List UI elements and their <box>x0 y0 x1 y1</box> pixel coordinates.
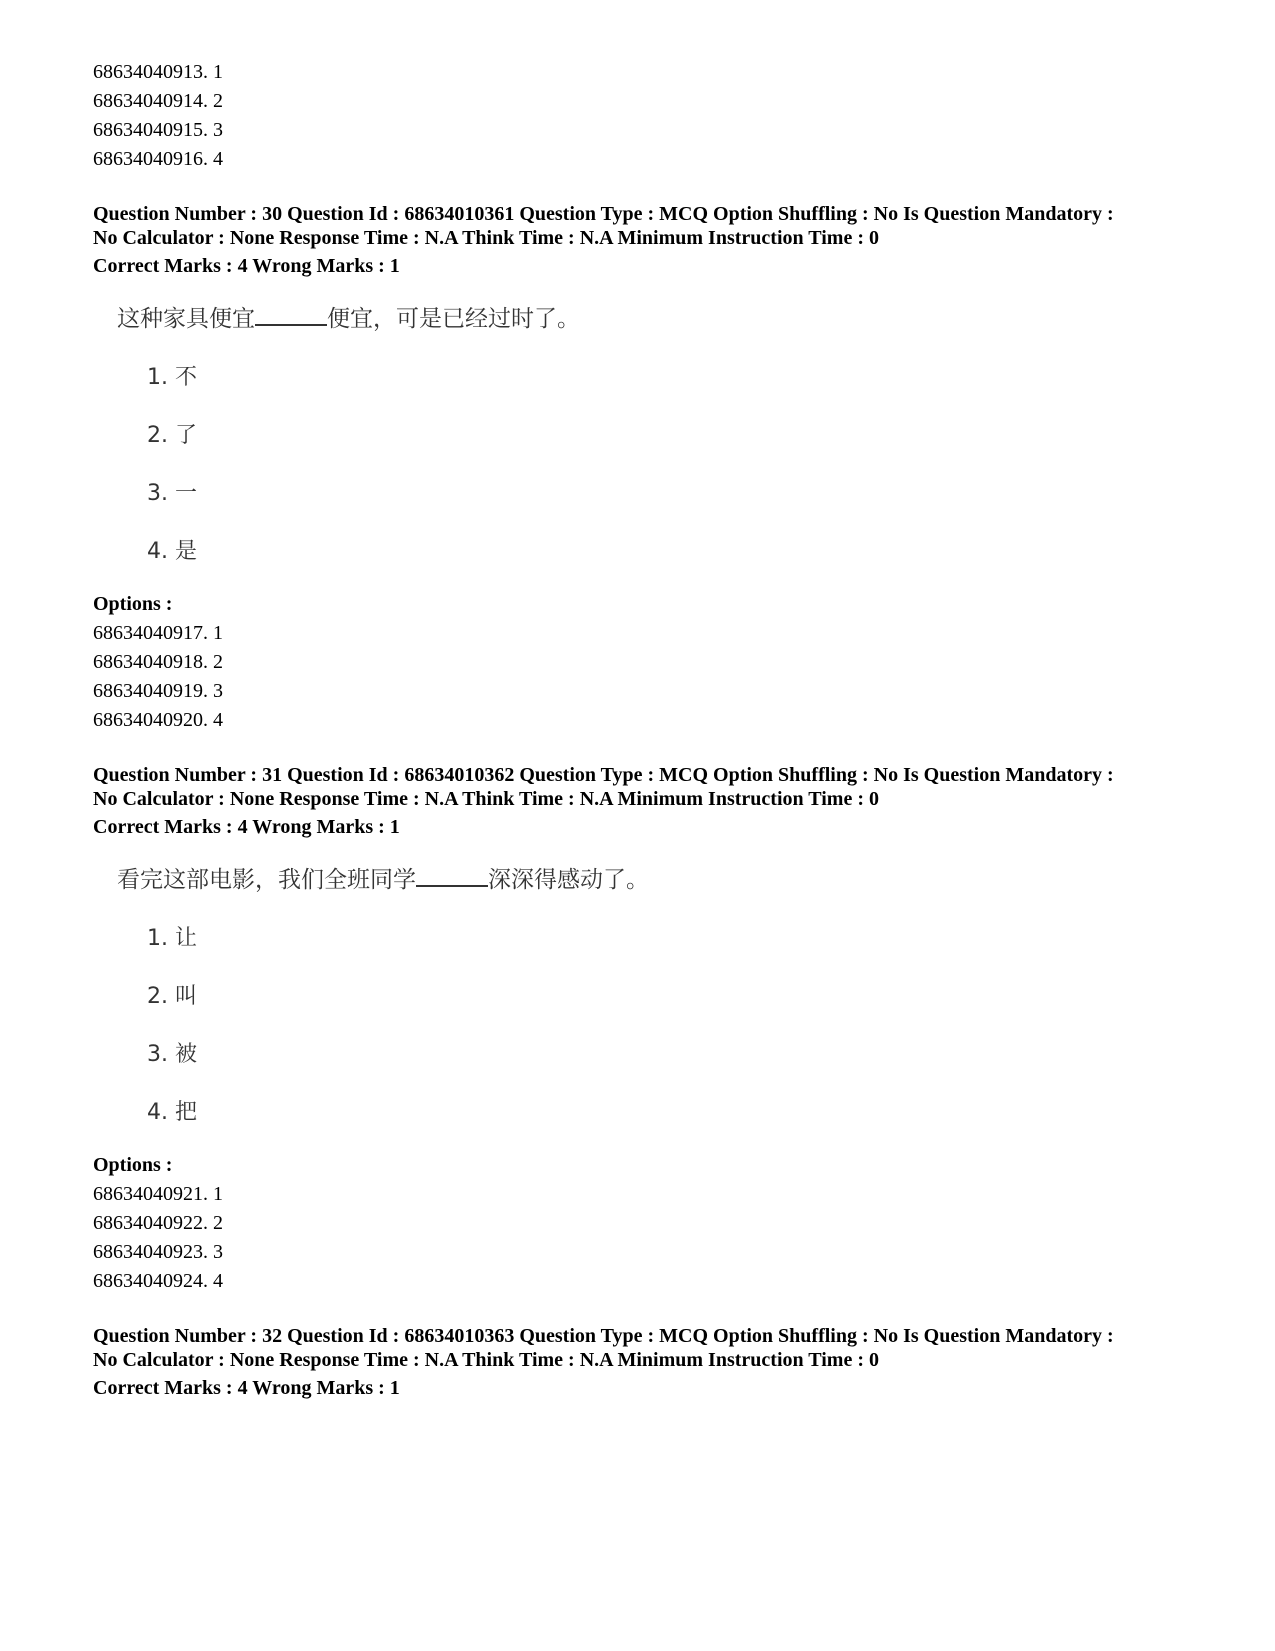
options-title: Options : <box>93 593 173 615</box>
option-line: 68634040913. 1 <box>93 61 223 83</box>
question-block-30 <box>93 202 1203 735</box>
answer-choice: 1. 不 <box>147 365 197 390</box>
question-stem <box>117 302 1203 336</box>
answer-choice: 4. 把 <box>147 1100 197 1125</box>
answer-choice: 1. 让 <box>147 926 197 951</box>
option-line: 68634040923. 3 <box>93 1241 223 1263</box>
question-meta-line-2: No Calculator : None Response Time : N.A Think Time : N.A Minimum Instruction Time : 0 <box>93 1349 879 1371</box>
question-meta-line-1: Question Number : 31 Question Id : 68634010362 Question Type : MCQ Option Shuffling : No Is Question Mandatory : <box>93 764 1114 786</box>
question-block-31 <box>93 763 1203 1296</box>
option-line: 68634040914. 2 <box>93 90 223 112</box>
question-header <box>93 763 1203 843</box>
question-meta-line-1: Question Number : 30 Question Id : 68634010361 Question Type : MCQ Option Shuffling : No Is Question Mandatory : <box>93 203 1114 225</box>
option-line: 68634040915. 3 <box>93 119 223 141</box>
question-header <box>93 1324 1203 1404</box>
question-meta-line-2: No Calculator : None Response Time : N.A Think Time : N.A Minimum Instruction Time : 0 <box>93 788 879 810</box>
question-marks: Correct Marks : 4 Wrong Marks : 1 <box>93 1377 400 1399</box>
options-title: Options : <box>93 1154 173 1176</box>
question-header <box>93 202 1203 282</box>
stem-text-before: 看完这部电影，我们全班同学 <box>117 867 416 893</box>
option-line: 68634040917. 1 <box>93 622 223 644</box>
stem-text-before: 这种家具便宜 <box>117 306 255 332</box>
options-list <box>93 1151 1203 1296</box>
fill-blank <box>416 863 488 887</box>
question-block-32 <box>93 1324 1203 1404</box>
question-image <box>117 302 1203 568</box>
question-marks: Correct Marks : 4 Wrong Marks : 1 <box>93 816 400 838</box>
stem-text-after: 深深得感动了。 <box>488 867 649 893</box>
option-line: 68634040924. 4 <box>93 1270 223 1292</box>
option-line: 68634040918. 2 <box>93 651 223 673</box>
fill-blank <box>255 302 327 326</box>
question-meta-line-2: No Calculator : None Response Time : N.A Think Time : N.A Minimum Instruction Time : 0 <box>93 227 879 249</box>
stem-text-after: 便宜，可是已经过时了。 <box>327 306 580 332</box>
option-line: 68634040922. 2 <box>93 1212 223 1234</box>
option-line: 68634040921. 1 <box>93 1183 223 1205</box>
option-line: 68634040919. 3 <box>93 680 223 702</box>
question-marks: Correct Marks : 4 Wrong Marks : 1 <box>93 255 400 277</box>
options-list <box>93 590 1203 735</box>
answer-choice: 2. 了 <box>147 423 197 448</box>
answer-choice: 2. 叫 <box>147 984 197 1009</box>
document-page <box>93 58 1203 1404</box>
answer-choice: 3. 一 <box>147 481 197 506</box>
question-image <box>117 863 1203 1129</box>
answer-choice: 3. 被 <box>147 1042 197 1067</box>
previous-options-list <box>93 58 1203 174</box>
question-stem <box>117 863 1203 897</box>
option-line: 68634040920. 4 <box>93 709 223 731</box>
answer-choice: 4. 是 <box>147 539 197 564</box>
question-meta-line-1: Question Number : 32 Question Id : 68634010363 Question Type : MCQ Option Shuffling : No Is Question Mandatory : <box>93 1325 1114 1347</box>
option-line: 68634040916. 4 <box>93 148 223 170</box>
